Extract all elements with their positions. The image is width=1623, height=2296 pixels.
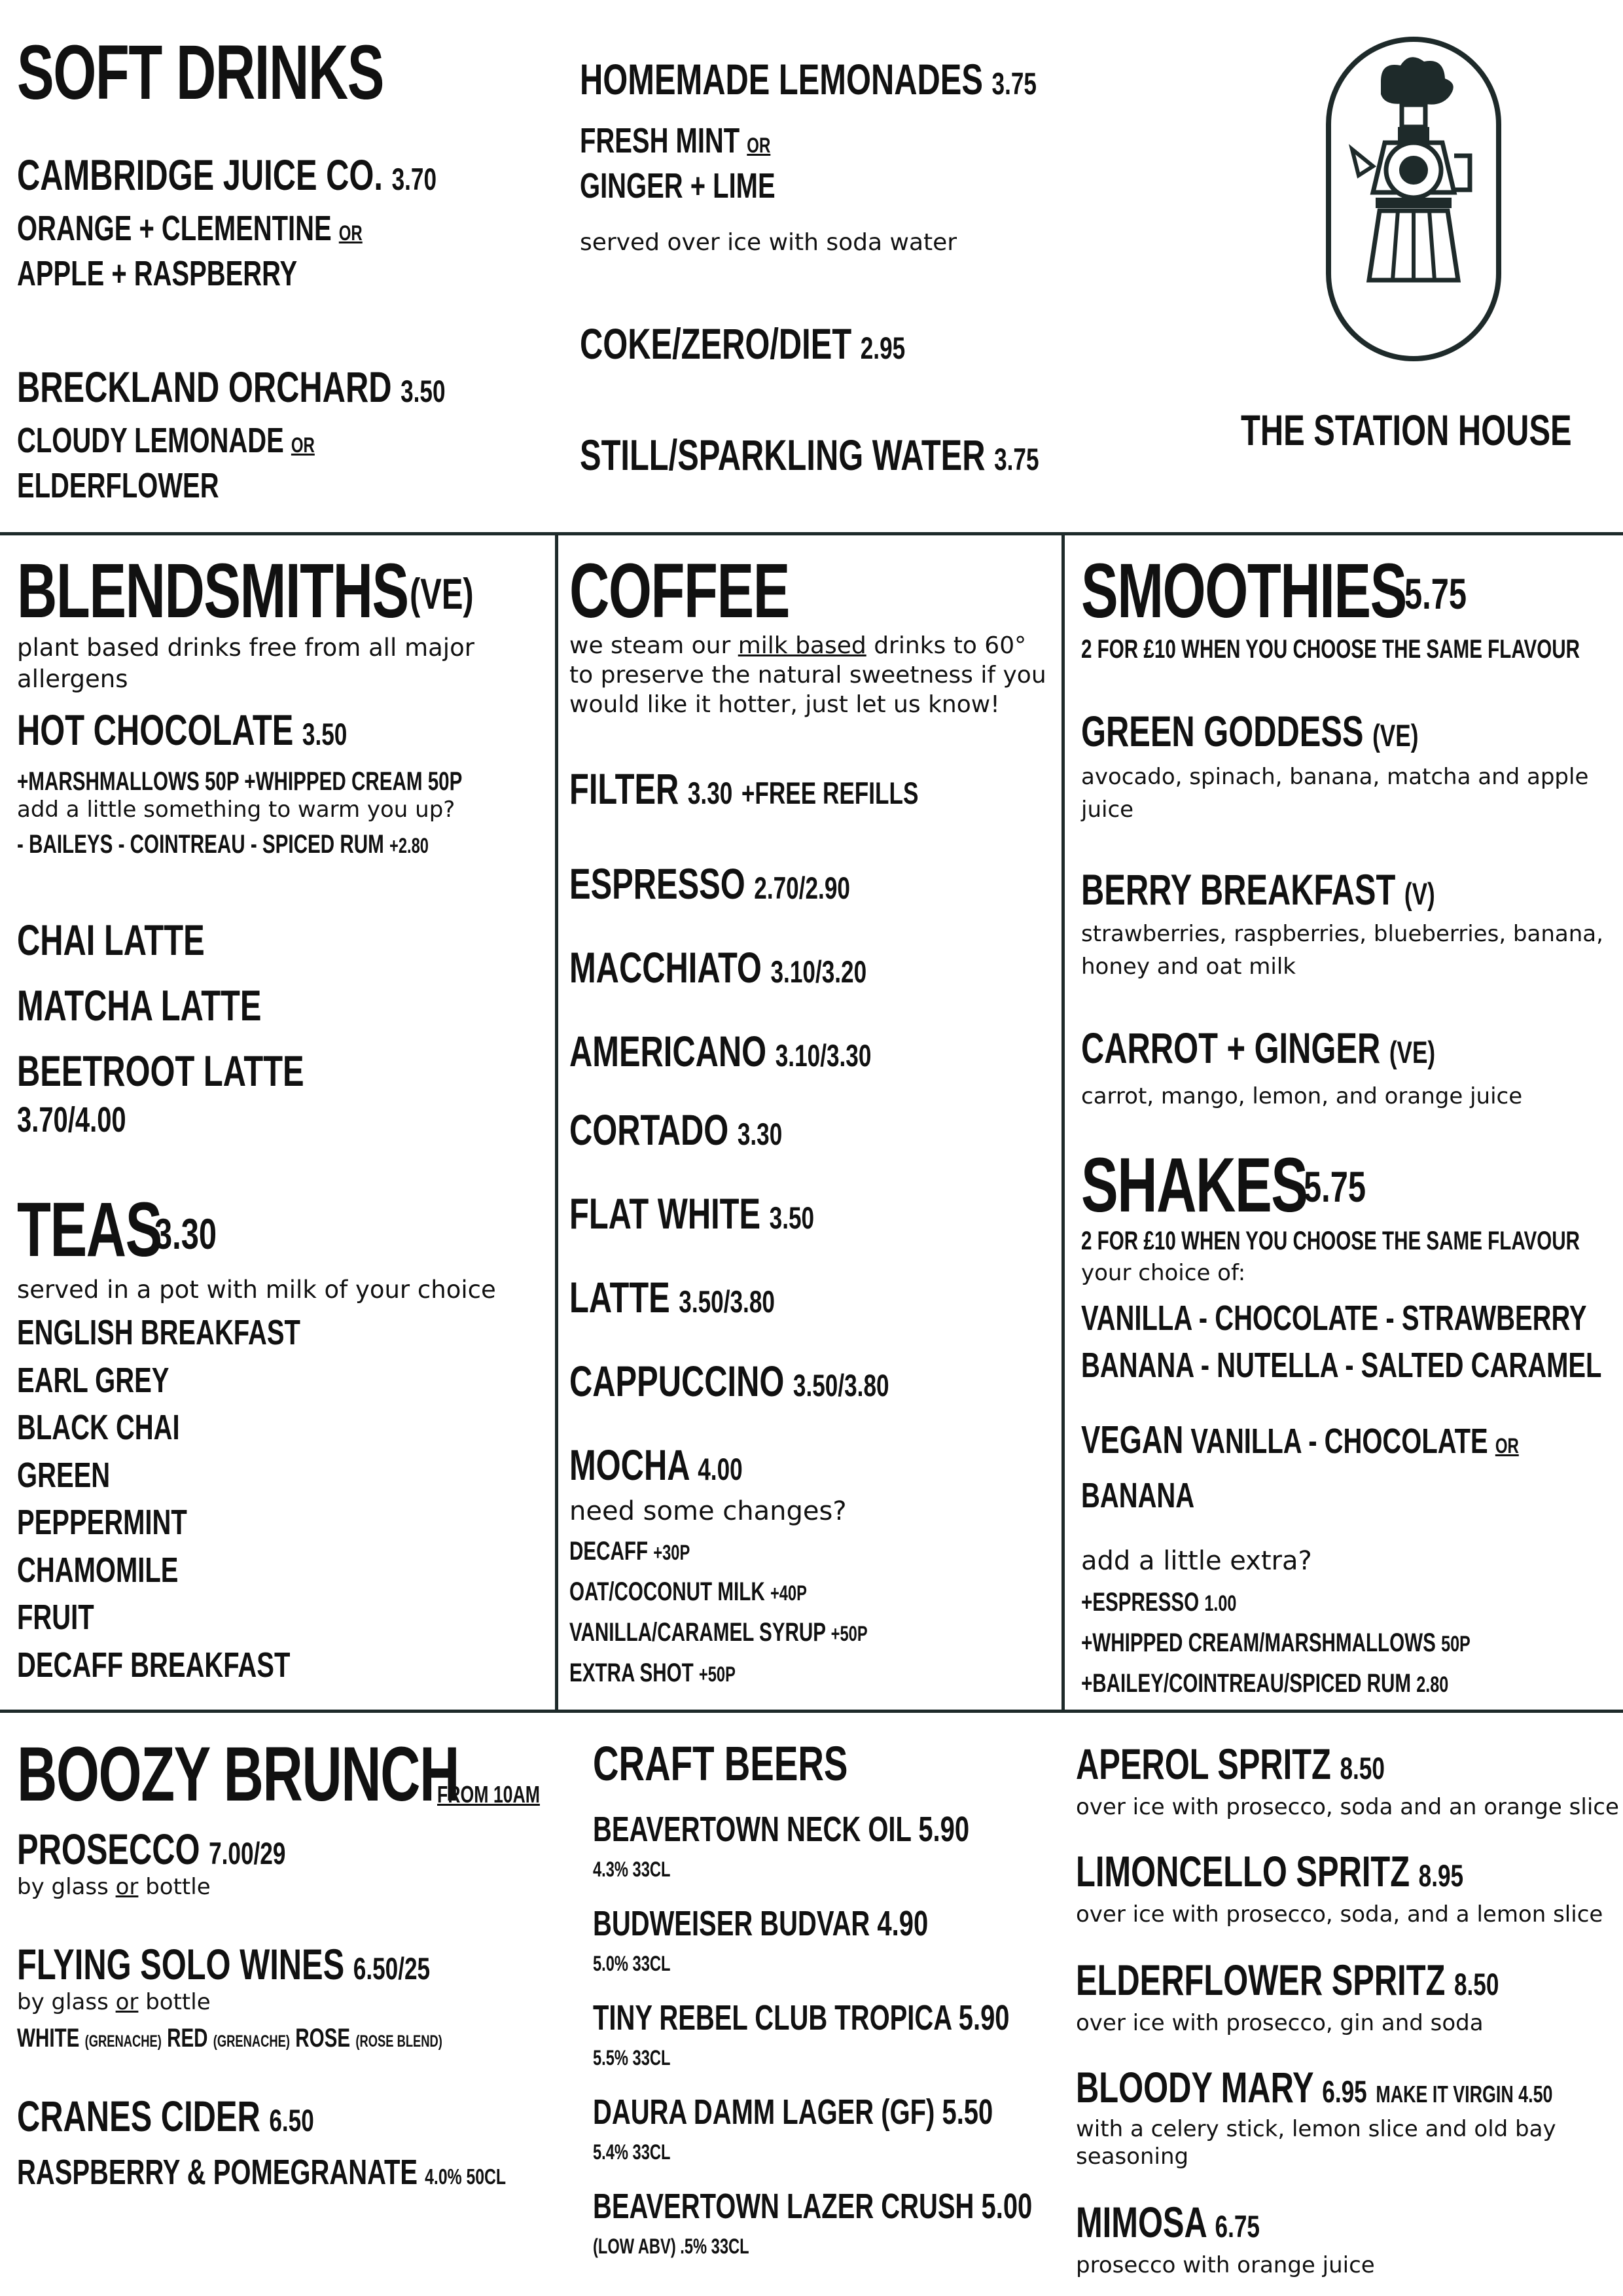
coke-price: 2.95 — [860, 331, 906, 366]
wine-types: WHITE (GRENACHE) RED (GRENACHE) ROSE (ROSE BLEND) — [17, 2024, 442, 2053]
coffee-list — [569, 844, 871, 1096]
breckland-options — [17, 420, 315, 506]
blendsmiths-tag: (VE) — [410, 569, 474, 618]
spirits-price: +2.80 — [389, 834, 429, 857]
blendsmiths-desc: plant based drinks free from all major allergens — [17, 634, 474, 693]
cambridge-opt1: ORANGE + CLEMENTINE — [17, 209, 332, 248]
cider-price: 6.50 — [269, 2104, 314, 2138]
change-name: DECAFF — [569, 1537, 649, 1566]
hot-chocolate-name: HOT CHOCOLATE — [17, 706, 294, 754]
breckland-name: BRECKLAND ORCHARD — [17, 363, 392, 411]
water-price: 3.75 — [994, 442, 1039, 477]
cocktail-item: BLOODY MARY 6.95 MAKE IT VIRGIN 4.50 — [1076, 2063, 1553, 2111]
blendsmiths-heading — [17, 548, 560, 634]
coffee-item — [569, 1174, 889, 1258]
cocktail-desc: with a celery stick, lemon slice and old bay seasoning — [1076, 2116, 1556, 2170]
latte-price: 3.70/4.00 — [17, 1100, 126, 1139]
extra-title: add a little extra? — [1081, 1546, 1312, 1576]
teas-title: TEAS — [17, 1187, 162, 1273]
coffee-price: 3.30 — [737, 1117, 783, 1152]
lemonades-opt1: FRESH MINT — [580, 121, 740, 160]
lemonades-price: 3.75 — [991, 67, 1037, 101]
flying-solo-wines — [17, 1941, 430, 1992]
tea-item: BLACK CHAI — [17, 1408, 180, 1447]
spirits-line — [17, 827, 429, 863]
cider-name: CRANES CIDER — [17, 2092, 260, 2140]
bottom-divider — [0, 1710, 1623, 1713]
smoothie-name: GREEN GODDESS (VE) — [1081, 707, 1419, 755]
smoothie-name: CARROT + GINGER (VE) — [1081, 1024, 1436, 1072]
change-name: VANILLA/CARAMEL SYRUP — [569, 1618, 826, 1647]
cocktail-item: ELDERFLOWER SPRITZ 8.50 — [1076, 1956, 1499, 2004]
coffee-item — [569, 928, 871, 1012]
change-price: +50P — [830, 1622, 868, 1645]
cambridge-price: 3.70 — [391, 162, 437, 197]
smoothies-offer: 2 FOR £10 WHEN YOU CHOOSE THE SAME FLAVOUR — [1081, 635, 1580, 664]
hot-chocolate — [17, 707, 347, 758]
cambridge-options — [17, 208, 363, 294]
water-name: STILL/SPARKLING WATER — [580, 431, 986, 479]
water — [580, 432, 1039, 483]
add-desc: add a little something to warm you up? — [17, 797, 455, 823]
shakes-offer: 2 FOR £10 WHEN YOU CHOOSE THE SAME FLAVOUR — [1081, 1227, 1580, 1255]
vegan-last: BANANA — [1081, 1476, 1195, 1515]
coke-name: COKE/ZERO/DIET — [580, 319, 852, 368]
coffee-desc — [569, 631, 1054, 719]
shakes-flavours — [1081, 1295, 1601, 1389]
shakes-choice: your choice of: — [1081, 1260, 1246, 1286]
beer-spec: (LOW ABV) .5% 33CL — [593, 2234, 749, 2258]
change-name: EXTRA SHOT — [569, 1659, 694, 1687]
shakes-price: 5.75 — [1304, 1162, 1366, 1211]
vegan-opts: VANILLA - CHOCOLATE — [1190, 1422, 1488, 1461]
shakes-line1: VANILLA - CHOCOLATE - STRAWBERRY — [1081, 1299, 1587, 1338]
soft-drinks-title: SOFT DRINKS — [17, 29, 384, 116]
divider-right-middle — [1061, 532, 1065, 1713]
top-divider — [0, 532, 1623, 535]
extra-item: +WHIPPED CREAM/MARSHMALLOWS 50P — [1081, 1628, 1471, 1657]
cocktail-item: LIMONCELLO SPRITZ 8.95 — [1076, 1847, 1464, 1895]
change-price: +30P — [653, 1541, 690, 1564]
coffee-list-2 — [569, 1090, 889, 1509]
beers-title: CRAFT BEERS — [593, 1736, 848, 1791]
changes-list — [569, 1532, 868, 1694]
teas-list — [17, 1309, 300, 1689]
coffee-item — [569, 1090, 889, 1174]
change-item — [569, 1532, 868, 1572]
beer-spec: 5.0% 33CL — [593, 1952, 671, 1975]
filter-extra: +FREE REFILLS — [741, 776, 919, 811]
lemonades-opt2: GINGER + LIME — [580, 166, 776, 206]
coffee-price: 2.70/2.90 — [754, 871, 850, 906]
cocktail-desc: over ice with prosecco, gin and soda — [1076, 2010, 1484, 2036]
coffee-train-icon — [1325, 35, 1503, 363]
latte-item: BEETROOT LATTE — [17, 1047, 304, 1095]
change-item — [569, 1613, 868, 1653]
coffee-name: ESPRESSO — [569, 859, 745, 908]
change-price: +50P — [698, 1662, 736, 1686]
lemonades-desc: served over ice with soda water — [580, 229, 957, 256]
teas-desc: served in a pot with milk of your choice — [17, 1276, 496, 1304]
coffee-item — [569, 1012, 871, 1096]
coffee-price: 3.10/3.20 — [770, 955, 867, 990]
wines-desc: by glass or bottle — [17, 1989, 211, 2015]
change-name: OAT/COCONUT MILK — [569, 1577, 765, 1606]
coffee-item — [569, 844, 871, 928]
cocktail-desc: over ice with prosecco, soda, and a lemon slice — [1076, 1901, 1603, 1928]
coke — [580, 321, 905, 372]
homemade-lemonades — [580, 56, 1037, 107]
latte-item: CHAI LATTE — [17, 916, 205, 964]
breckland-opt2: ELDERFLOWER — [17, 466, 219, 505]
or-text: OR — [338, 221, 363, 245]
coffee-name: AMERICANO — [569, 1027, 767, 1075]
coffee-name: CORTADO — [569, 1105, 729, 1154]
breckland-orchard — [17, 364, 446, 415]
cocktail-desc: over ice with prosecco, soda and an orange slice — [1076, 1794, 1619, 1820]
breckland-opt1: CLOUDY LEMONADE — [17, 421, 284, 460]
coffee-price: 3.50/3.80 — [793, 1369, 889, 1403]
tea-item: EARL GREY — [17, 1360, 169, 1400]
lemonades-name: HOMEMADE LEMONADES — [580, 55, 983, 103]
coffee-name: FLAT WHITE — [569, 1189, 761, 1238]
hot-chocolate-extras: +MARSHMALLOWS 50P +WHIPPED CREAM 50P — [17, 767, 463, 796]
coffee-price: 3.50 — [769, 1201, 815, 1236]
extra-item: +ESPRESSO 1.00 — [1081, 1588, 1237, 1617]
lemonades-options — [580, 120, 776, 206]
beer-item: BEAVERTOWN LAZER CRUSH 5.00 — [593, 2187, 1033, 2226]
beer-item: TINY REBEL CLUB TROPICA 5.90 — [593, 1998, 1010, 2037]
coffee-desc-pre: we steam our — [569, 632, 738, 659]
coffee-price: 4.00 — [698, 1452, 743, 1487]
cambridge-opt2: APPLE + RASPBERRY — [17, 254, 298, 293]
smoothies-price: 5.75 — [1404, 569, 1467, 618]
brand-name: THE STATION HOUSE — [1241, 406, 1572, 454]
smoothies-title: SMOOTHIES — [1081, 548, 1406, 634]
smoothie-desc: carrot, mango, lemon, and orange juice — [1081, 1083, 1523, 1109]
shakes-title: SHAKES — [1081, 1142, 1308, 1229]
coffee-name: MOCHA — [569, 1441, 689, 1489]
or-text: OR — [291, 433, 315, 457]
tea-item: GREEN — [17, 1455, 111, 1495]
cocktail-desc: prosecco with orange juice — [1076, 2252, 1375, 2278]
filter-name: FILTER — [569, 764, 679, 813]
spirits: - BAILEYS - COINTREAU - SPICED RUM — [17, 830, 384, 859]
beer-spec: 5.5% 33CL — [593, 2046, 671, 2070]
prosecco-name: PROSECCO — [17, 1825, 200, 1873]
smoothie-desc: strawberries, raspberries, blueberries, banana, honey and oat milk — [1081, 921, 1603, 980]
beer-spec: 5.4% 33CL — [593, 2140, 671, 2164]
coffee-name: LATTE — [569, 1273, 670, 1321]
beer-item: DAURA DAMM LAGER (GF) 5.50 — [593, 2092, 993, 2132]
blendsmiths-title: BLENDSMITHS — [17, 548, 408, 634]
tea-item: DECAFF BREAKFAST — [17, 1645, 291, 1685]
vegan-label: VEGAN — [1081, 1418, 1184, 1462]
shakes-extras — [1081, 1583, 1471, 1704]
extra-item: +BAILEY/COINTREAU/SPICED RUM 2.80 — [1081, 1669, 1449, 1698]
tea-item: CHAMOMILE — [17, 1550, 179, 1590]
beer-item: BEAVERTOWN NECK OIL 5.90 — [593, 1810, 970, 1849]
vegan-shakes — [1081, 1415, 1519, 1520]
tea-item: ENGLISH BREAKFAST — [17, 1313, 300, 1352]
coffee-price: 3.50/3.80 — [679, 1285, 775, 1319]
coffee-title: COFFEE — [569, 548, 789, 634]
cider-flavour: RASPBERRY & POMEGRANATE 4.0% 50CL — [17, 2153, 507, 2192]
latte-list — [17, 907, 304, 1103]
cambridge-juice — [17, 152, 437, 203]
beer-item: BUDWEISER BUDVAR 4.90 — [593, 1904, 929, 1943]
coffee-price: 3.10/3.30 — [775, 1039, 872, 1073]
or-text: OR — [747, 134, 771, 157]
coffee-desc-link: milk based — [738, 632, 866, 659]
latte-item: MATCHA LATTE — [17, 981, 262, 1030]
filter-price: 3.30 — [687, 776, 733, 811]
shakes-line2: BANANA - NUTELLA - SALTED CARAMEL — [1081, 1346, 1602, 1385]
wines-price: 6.50/25 — [353, 1952, 431, 1986]
smoothie-desc: avocado, spinach, banana, matcha and apple juice — [1081, 764, 1589, 823]
boozy-title: BOOZY BRUNCH — [17, 1731, 459, 1818]
teas-price: 3.30 — [154, 1210, 217, 1258]
change-price: +40P — [770, 1581, 807, 1605]
or-text: OR — [1495, 1434, 1519, 1458]
prosecco — [17, 1826, 285, 1877]
change-item — [569, 1653, 868, 1694]
tea-item: FRUIT — [17, 1598, 94, 1637]
coffee-name: CAPPUCCINO — [569, 1357, 785, 1405]
cranes-cider — [17, 2093, 314, 2144]
prosecco-price: 7.00/29 — [209, 1837, 286, 1871]
coffee-desc-post: drinks to 60° to preserve the natural sweetness if you would like it hotter, just let us know! — [569, 632, 1046, 718]
cocktail-item: MIMOSA 6.75 — [1076, 2198, 1260, 2246]
coffee-item — [569, 1258, 889, 1342]
change-item — [569, 1572, 868, 1613]
coffee-item — [569, 1342, 889, 1426]
filter-coffee — [569, 766, 918, 817]
cambridge-name: CAMBRIDGE JUICE CO. — [17, 151, 383, 199]
divider-left-middle — [555, 532, 558, 1713]
prosecco-desc: by glass or bottle — [17, 1874, 211, 1900]
cocktail-item: APEROL SPRITZ 8.50 — [1076, 1740, 1385, 1788]
coffee-name: MACCHIATO — [569, 943, 762, 992]
boozy-from: FROM 10AM — [437, 1781, 540, 1808]
tea-item: PEPPERMINT — [17, 1503, 187, 1542]
breckland-price: 3.50 — [401, 374, 446, 409]
smoothie-name: BERRY BREAKFAST (V) — [1081, 865, 1435, 914]
changes-title: need some changes? — [569, 1496, 847, 1526]
wines-name: FLYING SOLO WINES — [17, 1940, 345, 1988]
beer-spec: 4.3% 33CL — [593, 1857, 671, 1881]
hot-chocolate-price: 3.50 — [302, 717, 348, 752]
